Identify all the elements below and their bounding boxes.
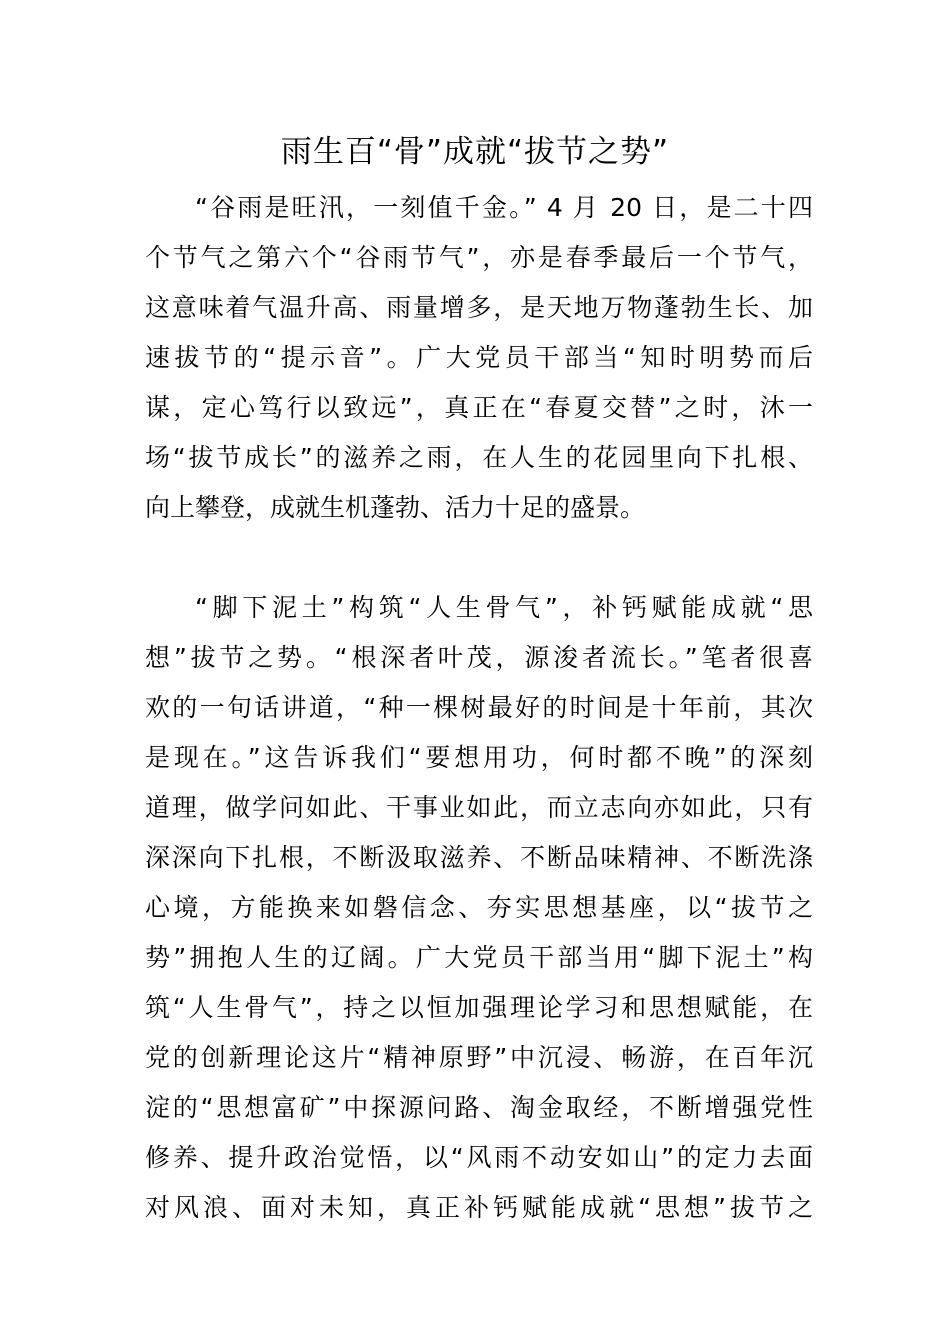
paragraph-1-line: 场“拔节成长”的滋养之雨，在人生的花园里向下扎根、 — [145, 443, 813, 472]
paragraph-2-line: “脚下泥土”构筑“人生骨气”，补钙赋能成就“思 — [195, 593, 813, 622]
document-title: 雨生百“骨”成就“拔节之势” — [280, 134, 670, 170]
paragraph-1-line: 向上攀登，成就生机蓬勃、活力十足的盛景。 — [145, 493, 646, 522]
paragraph-1-line: 谋，定心笃行以致远”，真正在“春夏交替”之时，沐一 — [145, 393, 813, 422]
paragraph-2-line: 心境，方能换来如磐信念、夯实思想基座，以“拔节之 — [145, 893, 813, 922]
paragraph-2-line: 淀的“思想富矿”中探源问路、淘金取经，不断增强党性 — [145, 1093, 813, 1122]
paragraph-1-line: 速拔节的“提示音”。广大党员干部当“知时明势而后 — [145, 343, 813, 372]
paragraph-2-line: 修养、提升政治觉悟，以“风雨不动安如山”的定力去面 — [145, 1143, 813, 1172]
paragraph-2-line: 对风浪、面对未知，真正补钙赋能成就“思想”拔节之 — [145, 1193, 813, 1222]
paragraph-2-line: 欢的一句话讲道，“种一棵树最好的时间是十年前，其次 — [145, 693, 813, 722]
paragraph-2-line: 党的创新理论这片“精神原野”中沉浸、畅游，在百年沉 — [145, 1043, 813, 1072]
paragraph-1-line: 这意味着气温升高、雨量增多，是天地万物蓬勃生长、加 — [145, 293, 813, 322]
paragraph-2-line: 是现在。”这告诉我们“要想用功，何时都不晚”的深刻 — [145, 743, 813, 772]
paragraph-2-line: 势”拥抱人生的辽阔。广大党员干部当用“脚下泥土”构 — [145, 943, 813, 972]
paragraph-2-line: 道理，做学问如此、干事业如此，而立志向亦如此，只有 — [145, 793, 813, 822]
paragraph-2-line: 深深向下扎根，不断汲取滋养、不断品味精神、不断洗涤 — [145, 843, 813, 872]
paragraph-1-line: “谷雨是旺汛，一刻值千金。” 4 月 20 日，是二十四 — [195, 193, 813, 222]
paragraph-2-line: 想”拔节之势。“根深者叶茂，源浚者流长。”笔者很喜 — [145, 643, 813, 672]
paragraph-2-line: 筑“人生骨气”，持之以恒加强理论学习和思想赋能，在 — [145, 993, 813, 1022]
paragraph-1-line: 个节气之第六个“谷雨节气”，亦是春季最后一个节气， — [145, 243, 813, 272]
